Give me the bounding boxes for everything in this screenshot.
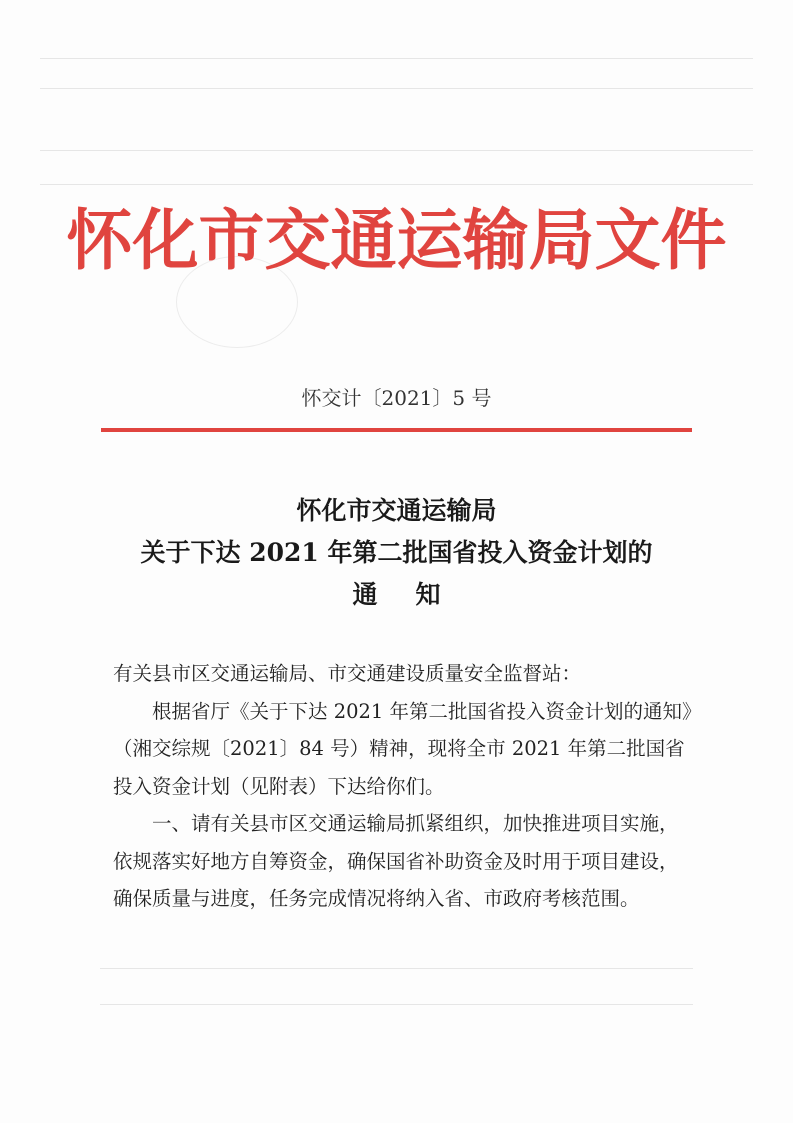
document-masthead: 怀化市交通运输局文件 bbox=[66, 202, 727, 279]
scan-artifact bbox=[40, 58, 753, 59]
scan-artifact bbox=[40, 150, 753, 151]
title-line-3: 通知 bbox=[352, 580, 479, 609]
red-divider bbox=[101, 428, 692, 432]
paragraph: 根据省厅《关于下达 2021 年第二批国省投入资金计划的通知》（湘交综规〔2021〕84 号）精神，现将全市 2021 年第二批国省投入资金计划（见附表）下达给你们。 bbox=[113, 699, 692, 798]
document-number: 怀交计〔2021〕5 号 bbox=[301, 386, 492, 410]
salutation: 有关县市区交通运输局、市交通建设质量安全监督站： bbox=[113, 662, 582, 685]
scan-artifact bbox=[40, 184, 753, 185]
title-line-1: 怀化市交通运输局 bbox=[296, 496, 497, 525]
paragraph: 一、请有关县市区交通运输局抓紧组织，加快推进项目实施，依规落实好地方自筹资金，确保国省补助资金及时用于项目建设，确保质量与进度，任务完成情况将纳入省、市政府考核范围。 bbox=[113, 812, 679, 910]
scan-artifact bbox=[40, 88, 753, 89]
document-title bbox=[0, 490, 793, 616]
document-body bbox=[113, 655, 693, 918]
title-line-2: 关于下达 2021 年第二批国省投入资金计划的 bbox=[140, 538, 653, 567]
scan-artifact bbox=[100, 1004, 693, 1005]
scan-artifact bbox=[100, 968, 693, 969]
